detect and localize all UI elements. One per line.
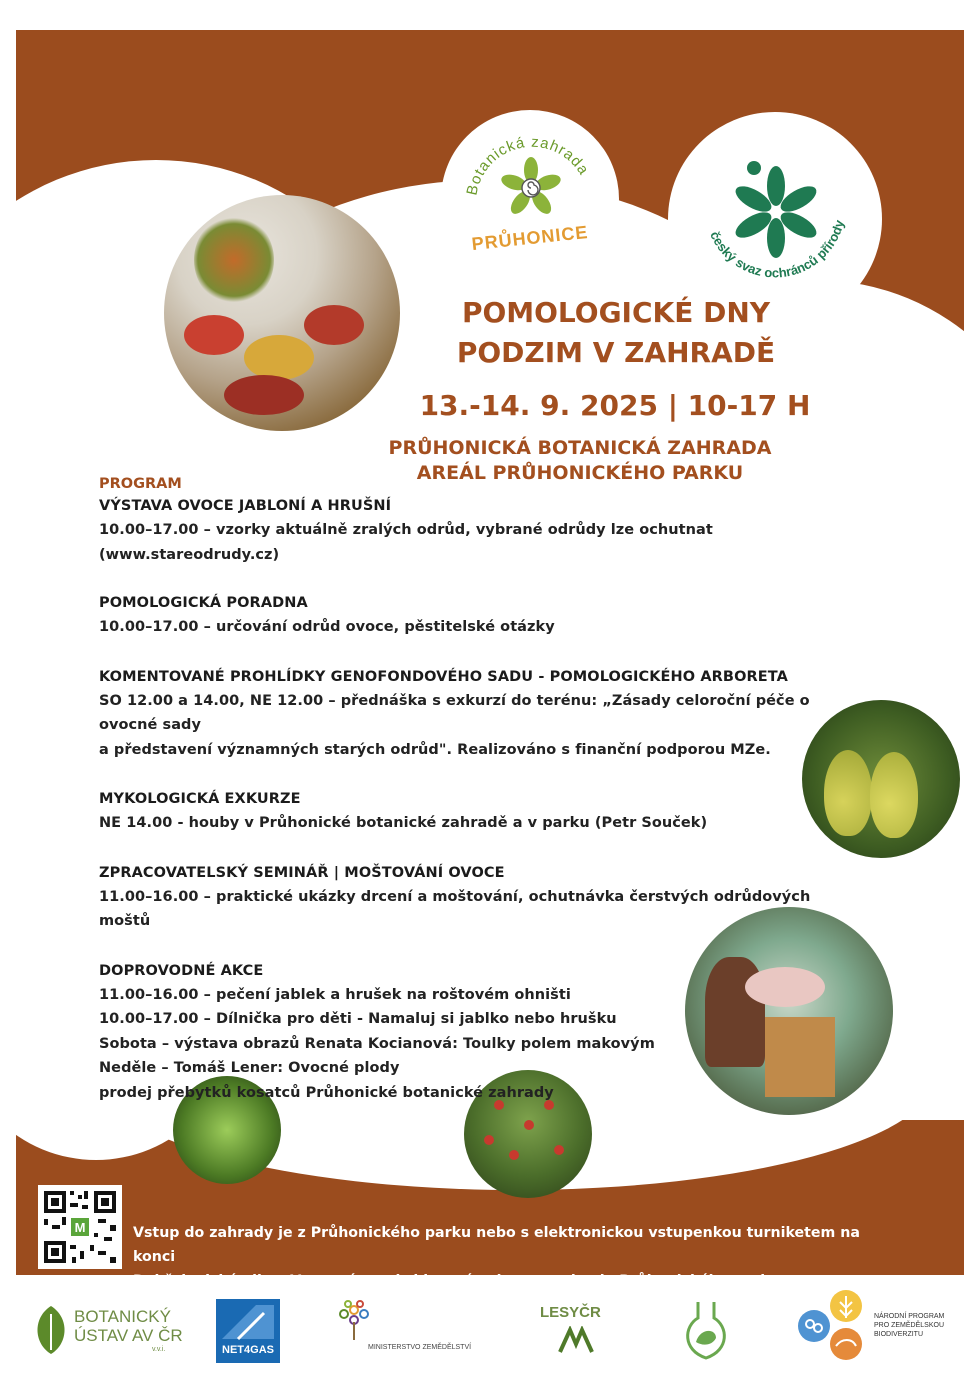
mze-text: MINISTERSTVO ZEMĚDĚLSTVÍ <box>368 1344 472 1351</box>
botanicka-arc-text: Botanická zahrada <box>463 133 593 197</box>
tree-icon <box>334 1296 374 1342</box>
event-date: 13.-14. 9. 2025 | 10-17 H <box>419 389 811 422</box>
section-line: NE 14.00 - houby v Průhonické botanické zahradě a v parku (Petr Souček) <box>99 815 708 831</box>
program-section <box>99 591 859 640</box>
qr-code-graphic <box>38 1185 122 1269</box>
section-title: KOMENTOVANÉ PROHLÍDKY GENOFONDOVÉHO SADU - POMOLOGICKÉHO ARBORETA <box>99 668 788 685</box>
section-title: ZPRACOVATELSKÝ SEMINÁŘ | MOŠTOVÁNÍ OVOCE <box>99 864 505 881</box>
bu-line2: ÚSTAV AV ČR <box>74 1326 183 1345</box>
flask-leaf-icon <box>676 1298 736 1362</box>
section-line: 11.00–16.00 – praktické ukázky drcení a moštování, ochutnávka čerstvých odrůdových moštů <box>99 888 811 929</box>
lesy-mark-icon <box>556 1326 596 1354</box>
event-title-line2: PODZIM V ZAHRADĚ <box>456 336 776 369</box>
section-line: Sobota – výstava obrazů Renata Kocianová: Toulky polem makovým <box>99 1035 655 1052</box>
section-line: prodej přebytků kosatců Průhonické botanické zahrady <box>99 1084 554 1101</box>
pruhonice-logo-text: PRŮHONICE <box>470 221 590 255</box>
bu-small: v.v.i. <box>152 1346 166 1353</box>
section-line: 10.00–17.00 – Dílnička pro děti - Namaluj si jablko nebo hrušku <box>99 1011 617 1027</box>
botanicky-ustav-logo <box>30 1300 183 1360</box>
event-place-line1: PRŮHONICKÁ BOTANICKÁ ZAHRADA <box>388 437 772 459</box>
botanicka-zahrada-logo <box>458 118 602 258</box>
net4gas-mark-icon <box>216 1299 280 1343</box>
section-line: SO 12.00 a 14.00, NE 12.00 – přednáška s exkurzí do terénu: „Zásady celoroční péče o ovocné sady <box>99 692 810 733</box>
lesy-cr-logo <box>540 1304 616 1360</box>
event-place-line2: AREÁL PRŮHONICKÉHO PARKU <box>416 462 744 484</box>
mze-logo <box>330 1296 490 1362</box>
qr-center-letter: M <box>74 1220 86 1235</box>
fruit-exhibition-photo <box>164 195 400 431</box>
program-section <box>99 665 859 763</box>
program-section <box>99 861 859 934</box>
program-section <box>99 959 859 1106</box>
entry-info-line2: Dobřejovické ulice. Vstupné na akci je v rámci vstupenky do Průhonického parku. <box>133 1273 786 1289</box>
flask-leaf-logo <box>676 1298 736 1362</box>
narodni-line2: PRO ZEMĚDĚLSKOU <box>874 1322 945 1329</box>
leaf-icon <box>30 1304 72 1356</box>
event-title-line1: POMOLOGICKÉ DNY <box>461 296 771 329</box>
csop-logo <box>700 150 860 290</box>
section-line: 10.00–17.00 – vzorky aktuálně zralých odrůd, vybrané odrůdy lze ochutnat (www.stareodrudy.cz) <box>99 522 713 563</box>
section-title: MYKOLOGICKÁ EXKURZE <box>99 791 301 807</box>
narodni-program-logo <box>792 1288 962 1368</box>
program-list <box>99 474 859 1105</box>
program-label: PROGRAM <box>99 476 182 492</box>
section-line: 10.00–17.00 – určování odrůd ovoce, pěstitelské otázky <box>99 619 555 635</box>
section-title: VÝSTAVA OVOCE JABLONÍ A HRUŠNÍ <box>99 498 392 514</box>
net4gas-logo <box>216 1299 280 1363</box>
program-section <box>99 787 859 836</box>
section-title: POMOLOGICKÁ PORADNA <box>99 595 308 611</box>
csop-arc-text: český svaz ochránců přírody <box>707 218 847 281</box>
bu-line1: BOTANICKÝ <box>74 1307 171 1326</box>
qr-code[interactable] <box>38 1185 122 1269</box>
section-title: DOPROVODNÉ AKCE <box>99 962 264 979</box>
net4gas-text: NET4GAS <box>222 1344 274 1356</box>
section-line: Neděle – Tomáš Lener: Ovocné plody <box>99 1060 400 1076</box>
narodni-line3: BIODIVERZITU <box>874 1331 924 1338</box>
lesy-text: LESYČR <box>540 1304 601 1321</box>
section-line: a představení významných starých odrůd". Realizováno s finanční podporou MZe. <box>99 741 771 758</box>
section-line: 11.00–16.00 – pečení jablek a hrušek na roštovém ohništi <box>99 986 571 1003</box>
entry-info-line1: Vstup do zahrady je z Průhonického parku nebo s elektronickou vstupenkou turniketem na konci <box>133 1225 860 1265</box>
entry-info <box>133 1221 893 1293</box>
biodiversity-icon <box>792 1288 872 1364</box>
narodni-line1: NÁRODNÍ PROGRAM <box>874 1313 945 1320</box>
program-section <box>99 494 859 567</box>
